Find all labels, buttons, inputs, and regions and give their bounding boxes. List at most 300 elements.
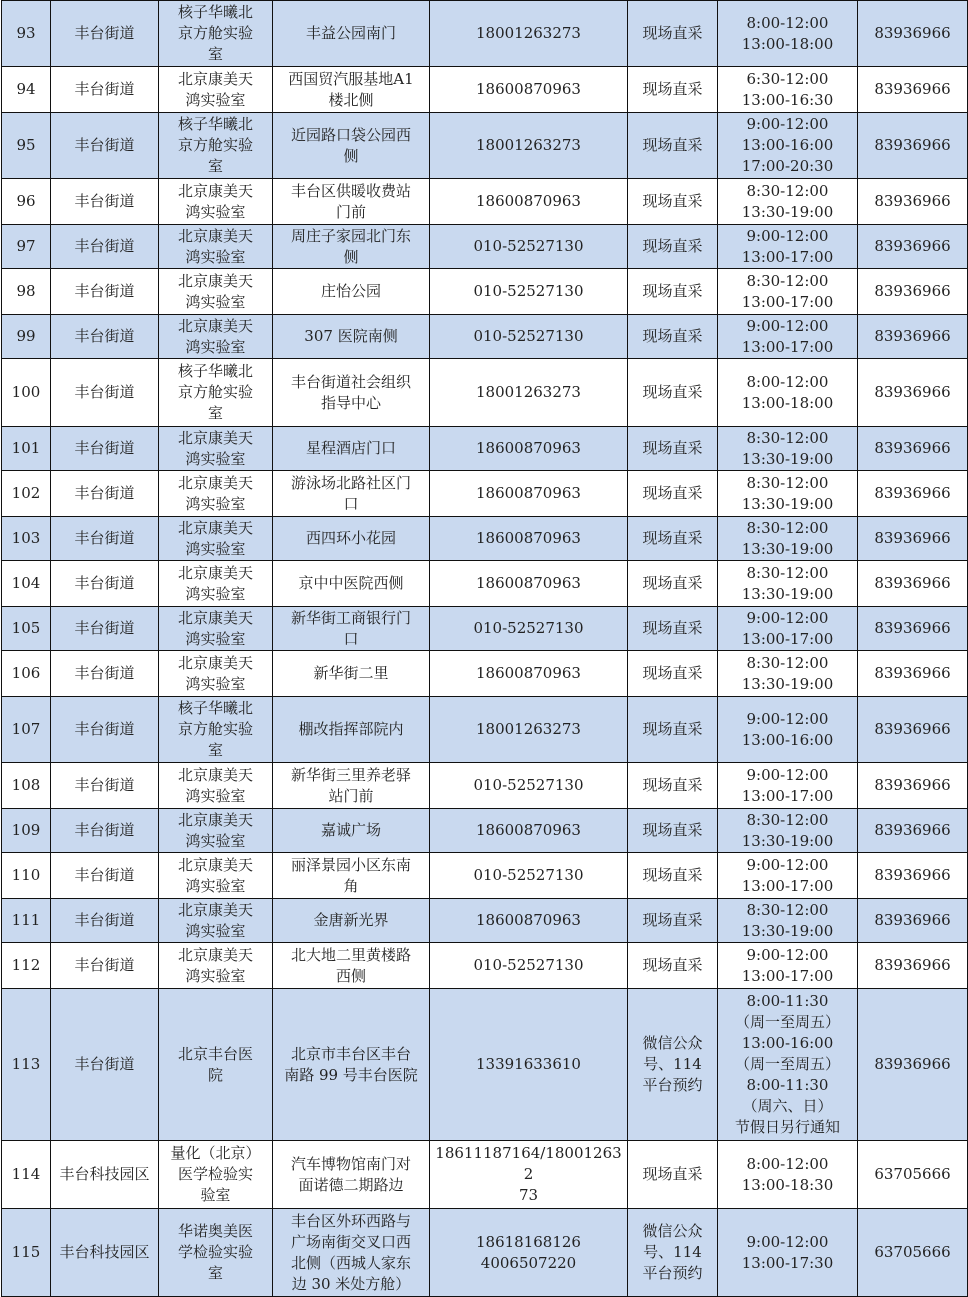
phone-cell-line: 73 — [518, 1186, 539, 1204]
site-cell — [273, 853, 430, 899]
phone-cell — [430, 359, 628, 427]
site-cell — [273, 471, 430, 517]
sampling-mode-cell-line: 现场直采 — [642, 1165, 703, 1183]
sampling-mode-cell — [628, 67, 718, 113]
hotline-cell: 83936966 — [858, 809, 968, 853]
phone-cell — [430, 471, 628, 517]
row-number: 104 — [2, 561, 51, 607]
hotline-cell: 83936966 — [858, 359, 968, 427]
row-number: 103 — [2, 517, 51, 561]
hours-cell-line: 13:00-17:00 — [741, 876, 834, 895]
row-number: 105 — [2, 607, 51, 651]
site-cell-line: 周庄子家园北门东 — [290, 226, 411, 245]
lab-cell-line: 京方舱实验 — [177, 383, 253, 401]
sampling-mode-cell — [628, 359, 718, 427]
hotline-cell: 83936966 — [858, 225, 968, 269]
sampling-mode-cell-line: 现场直采 — [642, 911, 703, 929]
row-number: 112 — [2, 943, 51, 989]
row-number: 106 — [2, 651, 51, 697]
hours-cell — [718, 1209, 858, 1297]
site-cell-line: 星程酒店门口 — [305, 439, 396, 457]
hours-cell-line: 8:30-12:00 — [746, 563, 829, 582]
hotline-cell: 83936966 — [858, 1, 968, 67]
lab-cell-line: 鸿实验室 — [185, 921, 246, 940]
lab-cell-line: 鸿实验室 — [185, 674, 246, 693]
hours-cell-line: 13:00-17:00 — [741, 966, 834, 985]
lab-cell — [159, 651, 273, 697]
phone-cell — [430, 315, 628, 359]
row-number: 97 — [2, 225, 51, 269]
sampling-mode-cell-line: 现场直采 — [642, 956, 703, 974]
lab-cell-line: 鸿实验室 — [185, 494, 246, 513]
site-cell-line: 近园路口袋公园西 — [290, 125, 411, 144]
hotline-cell: 83936966 — [858, 607, 968, 651]
hours-cell — [718, 651, 858, 697]
phone-cell-line: 18600870963 — [476, 911, 581, 929]
lab-cell — [159, 943, 273, 989]
site-cell-line: 面诺德二期路边 — [298, 1175, 404, 1194]
site-cell-line: 丽泽景园小区东南 — [290, 855, 411, 874]
hours-cell-line: 节假日另行通知 — [734, 1118, 840, 1136]
hotline-cell: 83936966 — [858, 427, 968, 471]
street-cell: 丰台街道 — [51, 607, 159, 651]
sampling-mode-cell-line: 现场直采 — [642, 664, 703, 682]
phone-cell — [430, 943, 628, 989]
hours-cell-line: 13:00-17:00 — [741, 337, 834, 356]
lab-cell-line: 京方舱实验 — [177, 24, 253, 42]
hours-cell — [718, 315, 858, 359]
hotline-cell: 83936966 — [858, 943, 968, 989]
hours-cell — [718, 763, 858, 809]
street-cell: 丰台街道 — [51, 225, 159, 269]
row-number: 108 — [2, 763, 51, 809]
row-number: 96 — [2, 179, 51, 225]
hotline-cell: 83936966 — [858, 697, 968, 763]
sampling-mode-cell — [628, 989, 718, 1141]
lab-cell-line: 北京康美天 — [177, 810, 253, 829]
site-cell-line: 南路 99 号丰台医院 — [284, 1065, 418, 1084]
table-row — [2, 67, 968, 113]
phone-cell — [430, 763, 628, 809]
hotline-cell: 83936966 — [858, 561, 968, 607]
hours-cell — [718, 517, 858, 561]
hours-cell-line: 13:00-17:00 — [741, 292, 834, 311]
phone-cell — [430, 651, 628, 697]
hours-cell — [718, 113, 858, 179]
sampling-mode-cell — [628, 697, 718, 763]
hours-cell-line: 17:00-20:30 — [741, 157, 834, 175]
hotline-cell: 63705666 — [858, 1209, 968, 1297]
lab-cell-line: 鸿实验室 — [185, 202, 246, 221]
hours-cell-line: 9:00-12:00 — [746, 945, 829, 964]
site-cell — [273, 607, 430, 651]
table-row — [2, 1141, 968, 1209]
sampling-mode-cell — [628, 113, 718, 179]
lab-cell-line: 北京康美天 — [177, 428, 253, 447]
street-cell: 丰台街道 — [51, 763, 159, 809]
site-cell-line: 庄怡公园 — [320, 282, 381, 300]
phone-cell-line: 18600870963 — [476, 664, 581, 682]
hours-cell-line: 9:00-12:00 — [746, 855, 829, 874]
lab-cell-line: 京方舱实验 — [177, 720, 253, 738]
lab-cell-line: 室 — [207, 45, 223, 63]
sampling-mode-cell — [628, 561, 718, 607]
site-cell-line: 站门前 — [328, 786, 374, 805]
hours-cell-line: （周六、日） — [742, 1097, 833, 1115]
lab-cell-line: 北京康美天 — [177, 181, 253, 200]
row-number: 98 — [2, 269, 51, 315]
row-number: 101 — [2, 427, 51, 471]
row-number: 93 — [2, 1, 51, 67]
lab-cell-line: 北京康美天 — [177, 316, 253, 335]
street-cell: 丰台街道 — [51, 517, 159, 561]
site-cell — [273, 225, 430, 269]
hours-cell-line: 8:00-11:30 — [746, 992, 829, 1010]
hours-cell — [718, 1141, 858, 1209]
site-cell — [273, 67, 430, 113]
site-cell-line: 307 医院南侧 — [304, 327, 398, 345]
sampling-mode-cell — [628, 1209, 718, 1297]
sampling-mode-cell-line: 平台预约 — [642, 1076, 703, 1094]
sampling-mode-cell-line: 现场直采 — [642, 327, 703, 345]
lab-cell-line: 核子华曦北 — [177, 115, 253, 133]
sampling-mode-cell-line: 微信公众 — [642, 1034, 703, 1052]
site-cell-line: 广场南街交叉口西 — [290, 1232, 411, 1251]
hours-cell-line: 6:30-12:00 — [746, 69, 829, 88]
row-number: 99 — [2, 315, 51, 359]
lab-cell-line: 验室 — [200, 1186, 231, 1204]
sampling-mode-cell — [628, 179, 718, 225]
sampling-mode-cell — [628, 1, 718, 67]
phone-cell-line: 010-52527130 — [473, 866, 584, 884]
lab-cell-line: 室 — [207, 1264, 223, 1282]
lab-cell-line: 核子华曦北 — [177, 362, 253, 380]
phone-cell — [430, 1209, 628, 1297]
hours-cell-line: 13:30-19:00 — [741, 921, 834, 940]
row-number: 113 — [2, 989, 51, 1141]
phone-cell-line: 010-52527130 — [473, 776, 584, 794]
lab-cell — [159, 1209, 273, 1297]
phone-cell-line: 010-52527130 — [473, 237, 584, 255]
street-cell: 丰台街道 — [51, 561, 159, 607]
table-row — [2, 113, 968, 179]
hours-cell-line: 13:30-19:00 — [741, 494, 834, 513]
table-body — [2, 1, 968, 1297]
phone-cell-line: 18001263273 — [476, 136, 581, 154]
site-cell-line: 丰台区外环西路与 — [290, 1211, 411, 1230]
hours-cell-line: 13:00-16:00 — [741, 1034, 834, 1052]
hours-cell-line: 8:00-12:00 — [746, 13, 829, 32]
site-cell-line: 新华街三里养老驿 — [290, 765, 411, 784]
lab-cell-line: 鸿实验室 — [185, 831, 246, 850]
sampling-mode-cell-line: 微信公众 — [642, 1222, 703, 1240]
phone-cell-line: 18600870963 — [476, 821, 581, 839]
hotline-cell: 83936966 — [858, 651, 968, 697]
phone-cell — [430, 427, 628, 471]
hours-cell — [718, 179, 858, 225]
table-row — [2, 697, 968, 763]
hours-cell-line: 8:30-12:00 — [746, 810, 829, 829]
sampling-mode-cell-line: 现场直采 — [642, 192, 703, 210]
lab-cell-line: 鸿实验室 — [185, 584, 246, 603]
sampling-mode-cell — [628, 315, 718, 359]
lab-cell-line: 北京康美天 — [177, 608, 253, 627]
lab-cell-line: 北京康美天 — [177, 900, 253, 919]
hours-cell — [718, 67, 858, 113]
phone-cell — [430, 1, 628, 67]
phone-cell-line: 18611187164/180012632 — [435, 1144, 622, 1183]
site-cell — [273, 1209, 430, 1297]
row-number: 109 — [2, 809, 51, 853]
hours-cell — [718, 1, 858, 67]
hours-cell-line: 9:00-12:00 — [746, 1232, 829, 1251]
lab-cell-line: 北京康美天 — [177, 69, 253, 88]
sampling-mode-cell-line: 现场直采 — [642, 439, 703, 457]
hotline-cell: 83936966 — [858, 471, 968, 517]
street-cell: 丰台街道 — [51, 471, 159, 517]
sampling-mode-cell — [628, 943, 718, 989]
phone-cell — [430, 853, 628, 899]
hours-cell — [718, 427, 858, 471]
table-row — [2, 1, 968, 67]
lab-cell-line: 室 — [207, 157, 223, 175]
table-row — [2, 943, 968, 989]
site-cell-line: 丰益公园南门 — [305, 24, 396, 42]
street-cell: 丰台街道 — [51, 1, 159, 67]
lab-cell-line: 鸿实验室 — [185, 247, 246, 266]
phone-cell-line: 18001263273 — [476, 24, 581, 42]
lab-cell — [159, 989, 273, 1141]
hours-cell-line: 8:30-12:00 — [746, 473, 829, 492]
hotline-cell: 83936966 — [858, 763, 968, 809]
hours-cell-line: （周一至周五） — [734, 1013, 840, 1031]
street-cell: 丰台街道 — [51, 651, 159, 697]
hours-cell — [718, 853, 858, 899]
hours-cell — [718, 607, 858, 651]
hours-cell-line: 8:00-12:00 — [746, 372, 829, 391]
sampling-mode-cell-line: 现场直采 — [642, 484, 703, 502]
lab-cell-line: 核子华曦北 — [177, 3, 253, 21]
hours-cell-line: 13:30-19:00 — [741, 539, 834, 558]
row-number: 102 — [2, 471, 51, 517]
lab-cell-line: 医学检验实 — [177, 1165, 253, 1183]
table-row — [2, 809, 968, 853]
sampling-mode-cell-line: 号、114 — [643, 1243, 702, 1261]
table-row — [2, 899, 968, 943]
phone-cell-line: 010-52527130 — [473, 282, 584, 300]
sampling-mode-cell-line: 平台预约 — [642, 1264, 703, 1282]
lab-cell — [159, 179, 273, 225]
hours-cell-line: 8:30-12:00 — [746, 653, 829, 672]
sampling-mode-cell — [628, 809, 718, 853]
site-cell-line: 丰台区供暖收费站 — [290, 181, 411, 200]
lab-cell-line: 京方舱实验 — [177, 136, 253, 154]
hours-cell-line: 8:00-11:30 — [746, 1076, 829, 1094]
street-cell: 丰台街道 — [51, 269, 159, 315]
site-cell — [273, 359, 430, 427]
lab-cell-line: 院 — [207, 1065, 223, 1084]
row-number: 115 — [2, 1209, 51, 1297]
phone-cell-line: 18600870963 — [476, 192, 581, 210]
street-cell: 丰台街道 — [51, 427, 159, 471]
lab-cell-line: 华诺奥美医 — [177, 1222, 253, 1240]
sampling-mode-cell-line: 现场直采 — [642, 866, 703, 884]
hours-cell-line: 13:00-17:00 — [741, 629, 834, 648]
hours-cell-line: 13:00-17:00 — [741, 247, 834, 266]
hotline-cell: 83936966 — [858, 989, 968, 1141]
row-number: 111 — [2, 899, 51, 943]
table-row — [2, 315, 968, 359]
hours-cell-line: 8:30-12:00 — [746, 271, 829, 290]
hours-cell — [718, 269, 858, 315]
sampling-mode-cell — [628, 471, 718, 517]
hours-cell-line: 9:00-12:00 — [746, 709, 829, 728]
phone-cell — [430, 809, 628, 853]
lab-cell — [159, 561, 273, 607]
sampling-mode-cell-line: 现场直采 — [642, 383, 703, 401]
table-row — [2, 763, 968, 809]
phone-cell-line: 18600870963 — [476, 439, 581, 457]
hours-cell-line: （周一至周五） — [734, 1055, 840, 1073]
lab-cell-line: 北京丰台医 — [177, 1044, 253, 1063]
street-cell: 丰台街道 — [51, 179, 159, 225]
table-row — [2, 179, 968, 225]
lab-cell-line: 鸿实验室 — [185, 449, 246, 468]
table-row — [2, 651, 968, 697]
testing-sites-table — [1, 0, 968, 1297]
hours-cell-line: 13:30-19:00 — [741, 202, 834, 221]
site-cell-line: 角 — [343, 876, 359, 895]
lab-cell — [159, 697, 273, 763]
row-number: 100 — [2, 359, 51, 427]
table-row — [2, 517, 968, 561]
street-cell: 丰台街道 — [51, 697, 159, 763]
site-cell — [273, 943, 430, 989]
table-row — [2, 561, 968, 607]
hotline-cell: 83936966 — [858, 517, 968, 561]
phone-cell-line: 18600870963 — [476, 529, 581, 547]
sampling-mode-cell — [628, 517, 718, 561]
lab-cell — [159, 607, 273, 651]
hotline-cell: 83936966 — [858, 269, 968, 315]
site-cell-line: 侧 — [343, 146, 359, 165]
row-number: 107 — [2, 697, 51, 763]
site-cell-line: 游泳场北路社区门 — [290, 473, 411, 492]
site-cell — [273, 561, 430, 607]
lab-cell — [159, 67, 273, 113]
site-cell-line: 西侧 — [335, 966, 366, 985]
phone-cell — [430, 1141, 628, 1209]
site-cell-line: 北侧（西城人家东 — [290, 1253, 411, 1272]
street-cell: 丰台街道 — [51, 809, 159, 853]
hotline-cell: 83936966 — [858, 113, 968, 179]
row-number: 95 — [2, 113, 51, 179]
street-cell: 丰台街道 — [51, 359, 159, 427]
phone-cell-line: 18600870963 — [476, 574, 581, 592]
sampling-mode-cell — [628, 607, 718, 651]
hours-cell-line: 8:30-12:00 — [746, 181, 829, 200]
phone-cell — [430, 561, 628, 607]
hours-cell-line: 8:30-12:00 — [746, 900, 829, 919]
site-cell-line: 丰台街道社会组织 — [290, 372, 411, 391]
lab-cell-line: 鸿实验室 — [185, 876, 246, 895]
site-cell-line: 金唐新光界 — [313, 911, 389, 929]
site-cell-line: 京中中医院西侧 — [298, 574, 404, 592]
lab-cell — [159, 269, 273, 315]
phone-cell-line: 18600870963 — [476, 484, 581, 502]
lab-cell-line: 鸿实验室 — [185, 786, 246, 805]
lab-cell-line: 北京康美天 — [177, 271, 253, 290]
phone-cell — [430, 67, 628, 113]
hours-cell — [718, 899, 858, 943]
hours-cell-line: 8:00-12:00 — [746, 1154, 829, 1173]
site-cell — [273, 269, 430, 315]
hours-cell-line: 13:30-19:00 — [741, 449, 834, 468]
sampling-mode-cell — [628, 899, 718, 943]
hours-cell — [718, 561, 858, 607]
site-cell — [273, 763, 430, 809]
site-cell-line: 北大地二里黄楼路 — [290, 945, 411, 964]
sampling-mode-cell-line: 现场直采 — [642, 136, 703, 154]
phone-cell-line: 010-52527130 — [473, 619, 584, 637]
site-cell-line: 汽车博物馆南门对 — [290, 1154, 411, 1173]
lab-cell-line: 鸿实验室 — [185, 292, 246, 311]
sampling-mode-cell-line: 号、114 — [643, 1055, 702, 1073]
hours-cell-line: 13:30-19:00 — [741, 674, 834, 693]
hours-cell-line: 9:00-12:00 — [746, 226, 829, 245]
lab-cell — [159, 113, 273, 179]
sampling-mode-cell-line: 现场直采 — [642, 574, 703, 592]
hotline-cell: 83936966 — [858, 67, 968, 113]
site-cell — [273, 989, 430, 1141]
table-row — [2, 359, 968, 427]
hours-cell-line: 13:00-16:00 — [741, 136, 834, 154]
hours-cell-line: 8:30-12:00 — [746, 518, 829, 537]
hours-cell — [718, 989, 858, 1141]
lab-cell-line: 北京康美天 — [177, 855, 253, 874]
site-cell — [273, 1141, 430, 1209]
phone-cell-line: 18618168126 — [476, 1232, 581, 1251]
lab-cell — [159, 315, 273, 359]
site-cell-line: 嘉诚广场 — [320, 821, 381, 839]
sampling-mode-cell-line: 现场直采 — [642, 619, 703, 637]
lab-cell — [159, 225, 273, 269]
lab-cell-line: 北京康美天 — [177, 518, 253, 537]
lab-cell-line: 鸿实验室 — [185, 966, 246, 985]
phone-cell — [430, 225, 628, 269]
lab-cell-line: 北京康美天 — [177, 765, 253, 784]
hours-cell-line: 13:30-19:00 — [741, 831, 834, 850]
sampling-mode-cell — [628, 1141, 718, 1209]
row-number: 94 — [2, 67, 51, 113]
hours-cell-line: 13:30-19:00 — [741, 584, 834, 603]
table-row — [2, 269, 968, 315]
hours-cell — [718, 225, 858, 269]
phone-cell-line: 18001263273 — [476, 383, 581, 401]
lab-cell — [159, 809, 273, 853]
site-cell — [273, 809, 430, 853]
site-cell — [273, 517, 430, 561]
lab-cell-line: 室 — [207, 741, 223, 759]
hours-cell — [718, 697, 858, 763]
phone-cell — [430, 899, 628, 943]
site-cell-line: 口 — [343, 494, 359, 513]
hours-cell — [718, 943, 858, 989]
hours-cell — [718, 471, 858, 517]
sampling-mode-cell — [628, 427, 718, 471]
street-cell: 丰台街道 — [51, 899, 159, 943]
phone-cell-line: 4006507220 — [480, 1253, 577, 1272]
